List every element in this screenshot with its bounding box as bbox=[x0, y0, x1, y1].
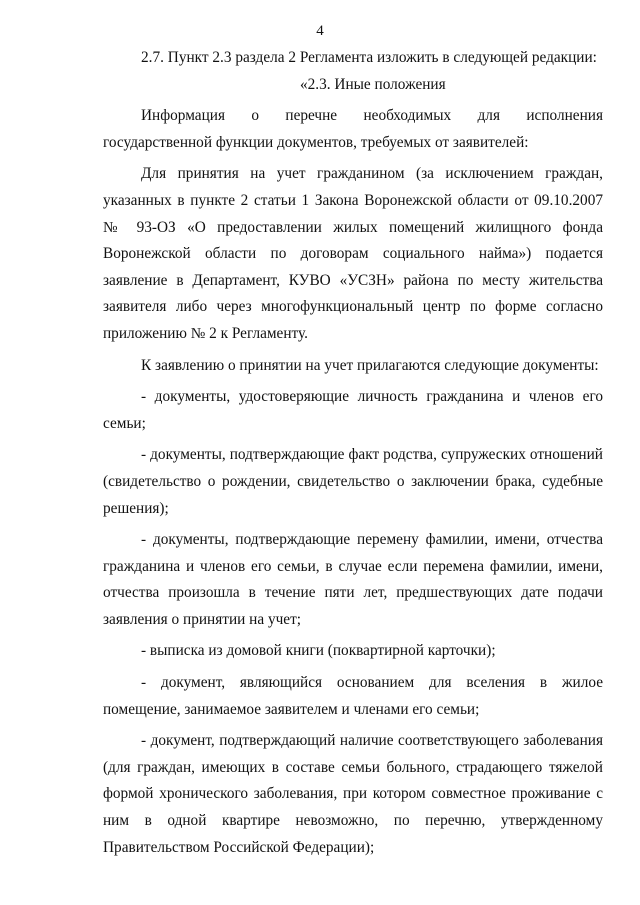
document-body bbox=[103, 45, 603, 866]
paragraph-registration: Для принятия на учет гражданином (за исключением граждан, указанных в пункте 2 статьи 1 Закона Воронежской области от 09.10.2007 № 93-ОЗ «О предоставлении жилых помещений жилищного фонда Воронежской области по договорам социального найма») подается заявление в Департамент, КУВО «УСЗН» района по месту жительства заявителя либо через многофункциональный центр по форме согласно приложению № 2 к Регламенту. bbox=[103, 165, 603, 342]
list-item-disease-docs: - документ, подтверждающий наличие соответствующего заболевания (для граждан, имеющих в составе семьи больного, страдающего тяжелой формой хронического заболевания, при котором совместное проживание с ним в одной квартире невозможно, по перечню, утвержденному Правительством Российской Федерации); bbox=[103, 732, 603, 856]
page-number: 4 bbox=[316, 23, 324, 39]
list-item-house-register: - выписка из домовой книги (поквартирной карточки); bbox=[141, 642, 496, 660]
paragraph-info: Информация о перечне необходимых для исполнения государственной функции документов, требуемых от заявителей: bbox=[103, 107, 603, 151]
list-item-name-change-docs: - документы, подтверждающие перемену фамилии, имени, отчества гражданина и членов его семьи, в случае если перемена фамилии, имени, отчества произошла в течение пяти лет, предшествующих дате подачи заявления о принятии на учет; bbox=[103, 531, 603, 628]
section-amendment-heading: 2.7. Пункт 2.3 раздела 2 Регламента изложить в следующей редакции: bbox=[141, 49, 597, 66]
list-item-kinship-docs: - документы, подтверждающие факт родства, супружеских отношений (свидетельство о рождении, свидетельство о заключении брака, судебные решения); bbox=[103, 446, 603, 517]
section-title: «2.3. Иные положения bbox=[300, 75, 446, 93]
paragraph-attachments-intro: К заявлению о принятии на учет прилагаются следующие документы: bbox=[141, 356, 599, 374]
list-item-occupancy-basis: - документ, являющийся основанием для вселения в жилое помещение, занимаемое заявителем и членами его семьи; bbox=[103, 674, 603, 718]
list-item-identity-docs: - документы, удостоверяющие личность гражданина и членов его семьи; bbox=[103, 388, 603, 432]
